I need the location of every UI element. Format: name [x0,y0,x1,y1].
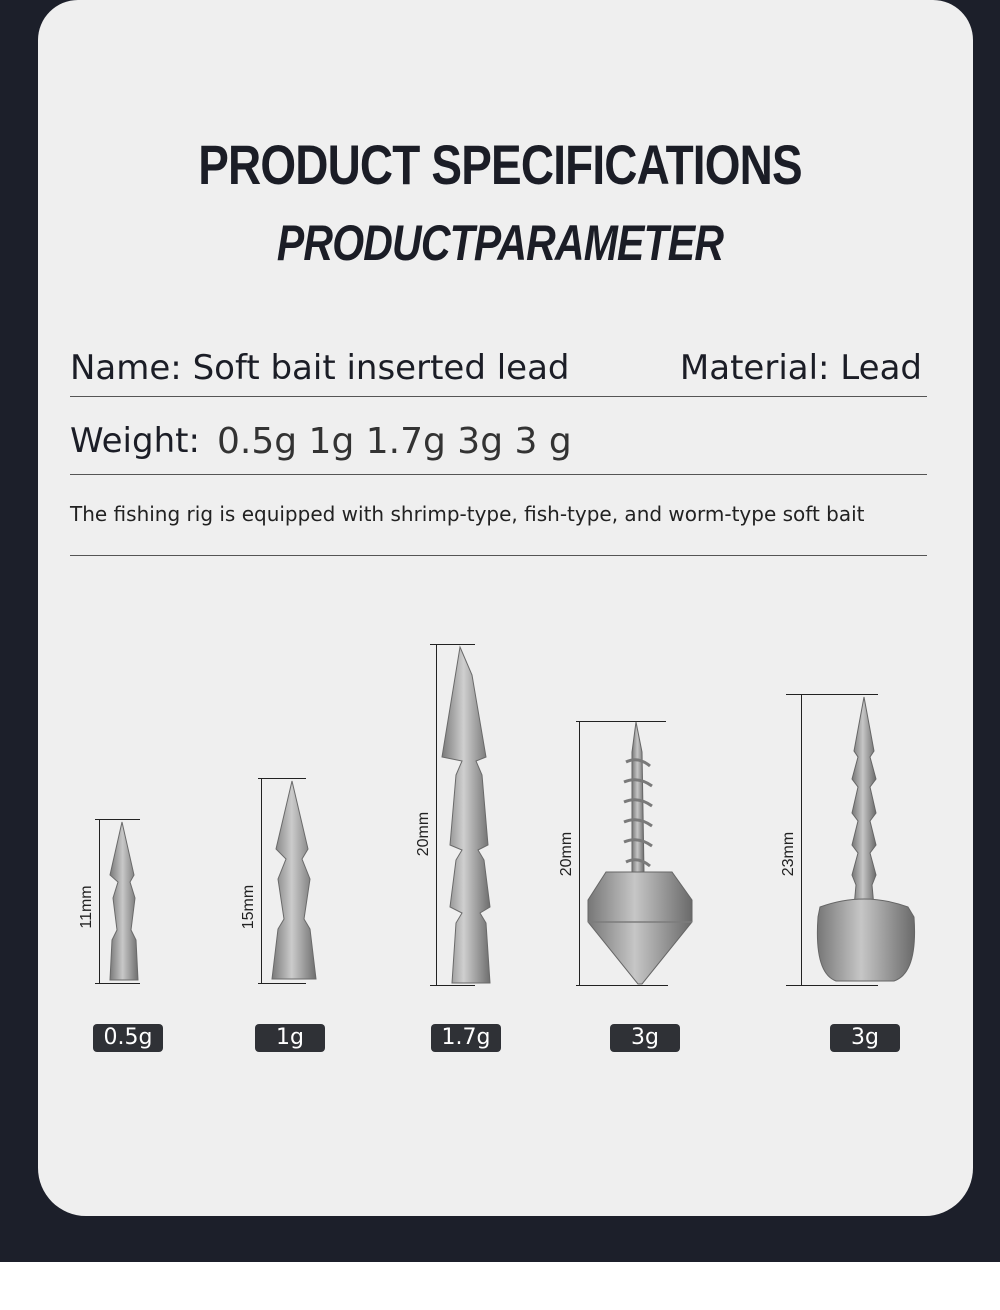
weight-badge: 1.7g [431,1024,501,1052]
pointed-lead-icon [100,820,150,985]
screw-dome-lead-icon [814,695,924,985]
divider [70,396,927,397]
divider [70,474,927,475]
page-subtitle: PRODUCTPARAMETER [276,215,724,271]
dimension-bottom-line [786,985,878,986]
screw-cone-lead-icon [586,722,696,986]
divider [70,555,927,556]
weight-badge: 0.5g [93,1024,163,1052]
dimension-arrow [579,722,580,985]
dimension-label: 20mm [415,811,432,857]
weight-values: 0.5g 1g 1.7g 3g 3 g [217,421,572,462]
segmented-lead-icon [438,645,498,987]
dimension-label: 23mm [780,831,797,877]
dimension-label: 20mm [558,831,575,877]
dimension-arrow [261,779,262,983]
weight-badge: 1g [255,1024,325,1052]
bottom-strip [0,1262,1000,1310]
dimension-label: 11mm [78,885,95,929]
product-material: Material: Lead [679,348,922,388]
weight-label: Weight: [70,421,200,461]
product-name: Name: Soft bait inserted lead [70,348,570,388]
dimension-label: 15mm [240,884,257,930]
dimension-arrow [436,645,437,985]
weight-badge: 3g [610,1024,680,1052]
dimension-arrow [801,695,802,985]
weight-badge: 3g [830,1024,900,1052]
product-description: The fishing rig is equipped with shrimp-type, fish-type, and worm-type soft bait [70,502,865,526]
page-title: PRODUCT SPECIFICATIONS [198,133,802,196]
pointed-lead-icon [264,779,324,984]
